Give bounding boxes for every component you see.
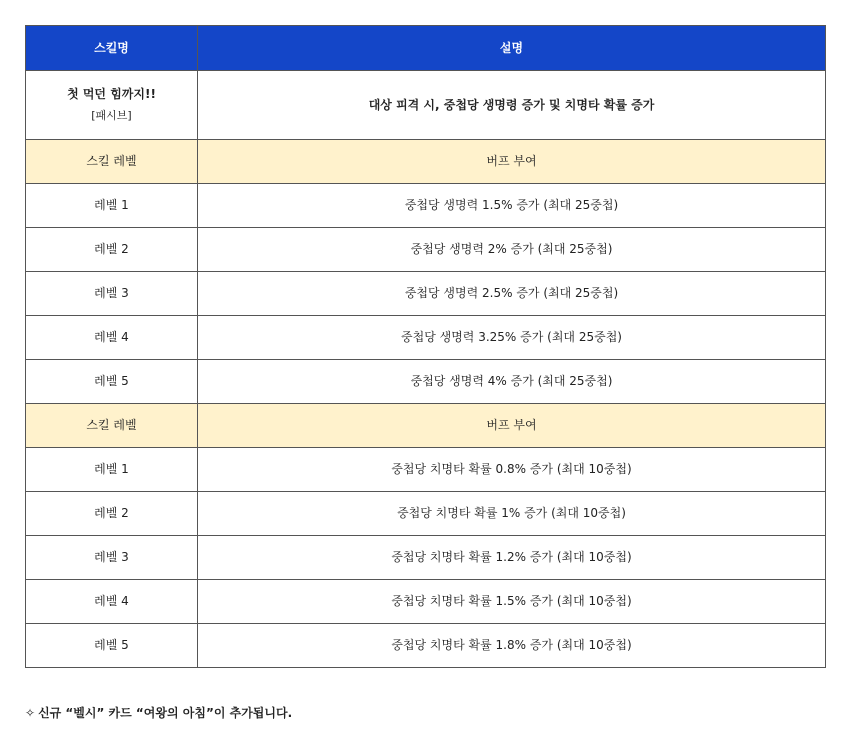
level-label: 레벨 5 [26, 360, 198, 404]
skill-name-cell [26, 71, 198, 140]
footnote-text: 신규 “벨시” 카드 “여왕의 아침”이 추가됩니다. [38, 706, 293, 720]
table-header-row [26, 26, 826, 71]
section-header-level: 스킬 레벨 [26, 140, 198, 184]
level-effect: 중첩당 생명력 2% 증가 (최대 25중첩) [198, 228, 826, 272]
skill-table [25, 25, 826, 668]
level-effect: 중첩당 생명력 2.5% 증가 (최대 25중첩) [198, 272, 826, 316]
table-row [26, 272, 826, 316]
level-label: 레벨 4 [26, 316, 198, 360]
level-label: 레벨 2 [26, 228, 198, 272]
level-label: 레벨 1 [26, 184, 198, 228]
skill-row [26, 71, 826, 140]
section-header-level: 스킬 레벨 [26, 404, 198, 448]
level-label: 레벨 3 [26, 272, 198, 316]
table-row [26, 184, 826, 228]
level-label: 레벨 3 [26, 536, 198, 580]
section-header-buff: 버프 부여 [198, 404, 826, 448]
table-row [26, 228, 826, 272]
level-effect: 중첩당 치명타 확률 0.8% 증가 (최대 10중첩) [198, 448, 826, 492]
table-row [26, 360, 826, 404]
table-row [26, 316, 826, 360]
section-header-buff: 버프 부여 [198, 140, 826, 184]
level-effect: 중첩당 치명타 확률 1.8% 증가 (최대 10중첩) [198, 624, 826, 668]
level-effect: 중첩당 생명력 1.5% 증가 (최대 25중첩) [198, 184, 826, 228]
level-label: 레벨 5 [26, 624, 198, 668]
header-skill-name: 스킬명 [26, 26, 198, 71]
table-row [26, 448, 826, 492]
level-effect: 중첩당 생명력 3.25% 증가 (최대 25중첩) [198, 316, 826, 360]
sparkle-icon: ✧ [25, 706, 36, 720]
level-label: 레벨 4 [26, 580, 198, 624]
skill-name: 첫 먹던 힘까지!! [67, 87, 156, 101]
level-effect: 중첩당 치명타 확률 1.2% 증가 (최대 10중첩) [198, 536, 826, 580]
table-row [26, 492, 826, 536]
level-label: 레벨 2 [26, 492, 198, 536]
skill-type: [패시브] [91, 109, 132, 122]
level-effect: 중첩당 치명타 확률 1.5% 증가 (최대 10중첩) [198, 580, 826, 624]
header-description: 설명 [198, 26, 826, 71]
skill-description: 대상 피격 시, 중첩당 생명령 증가 및 치명타 확률 증가 [198, 71, 826, 140]
level-label: 레벨 1 [26, 448, 198, 492]
table-row [26, 580, 826, 624]
level-effect: 중첩당 생명력 4% 증가 (최대 25중첩) [198, 360, 826, 404]
section-header-row [26, 404, 826, 448]
table-row [26, 536, 826, 580]
footnote [25, 704, 292, 721]
table-row [26, 624, 826, 668]
level-effect: 중첩당 치명타 확률 1% 증가 (최대 10중첩) [198, 492, 826, 536]
section-header-row [26, 140, 826, 184]
